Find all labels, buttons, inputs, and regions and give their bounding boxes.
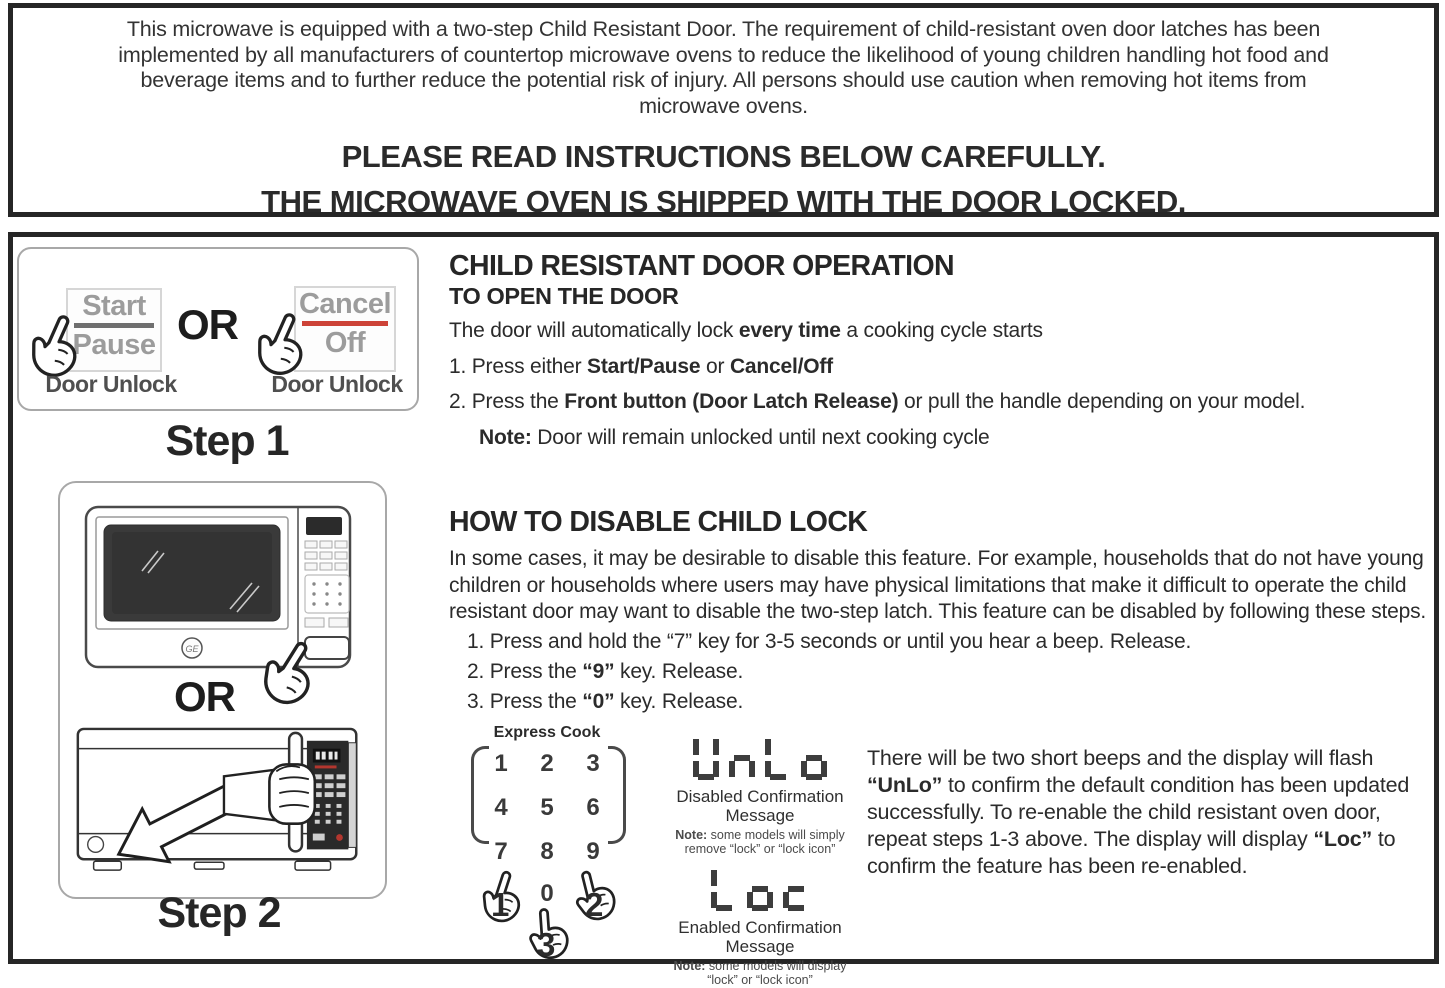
door-unlock-caption-left: Door Unlock	[45, 371, 177, 397]
key-6: 6	[586, 793, 600, 821]
step1-panel	[17, 247, 419, 411]
key-7: 7	[494, 837, 508, 865]
off-label: Off	[324, 327, 366, 359]
step2-panel	[58, 481, 387, 899]
door-operation-note: Note: Door will remain unlocked until next cooking cycle	[479, 425, 990, 449]
enabled-note: Note: some models will display “lock” or “lock icon”	[673, 958, 847, 987]
disabled-note: Note: some models will simply remove “lock” or “lock icon”	[675, 827, 845, 856]
instructions-box	[8, 232, 1439, 987]
unlo-display	[667, 736, 853, 780]
notice-line: microwave ovens.	[639, 93, 808, 118]
notice-line: implemented by all manufacturers of countertop microwave ovens to reduce the likelihood of young children handling hot food and	[118, 42, 1329, 67]
key-5: 5	[540, 793, 554, 821]
disabled-caption: Disabled Confirmation Message	[676, 786, 844, 825]
key-9: 9	[586, 837, 600, 865]
notice-paragraph	[13, 17, 1434, 119]
key-3: 3	[586, 749, 600, 777]
microwave-handle-illustration	[74, 723, 368, 879]
disable-child-lock-title: HOW TO DISABLE CHILD LOCK	[449, 506, 868, 538]
pause-label: Pause	[72, 329, 156, 361]
door-unlock-caption-right: Door Unlock	[271, 371, 403, 397]
key-2: 2	[540, 749, 554, 777]
express-cook-label: Express Cook	[493, 723, 601, 741]
key-4: 4	[494, 793, 508, 821]
door-operation-item-1: 1. Press either Start/Pause or Cancel/Off	[449, 354, 833, 378]
bottom-row	[449, 724, 1441, 988]
disable-steps	[449, 628, 1441, 716]
confirmation-displays	[667, 724, 853, 988]
door-operation-intro: The door will automatically lock every time a cooking cycle starts	[449, 319, 1043, 342]
right-column	[449, 237, 1441, 988]
notice-line: beverage items and to further reduce the potential risk of injury. All persons should use caution when removing hot items from	[140, 68, 1307, 92]
ge-logo	[88, 837, 104, 853]
key-8: 8	[540, 837, 554, 865]
enabled-caption: Enabled Confirmation Message	[678, 917, 842, 956]
ge-logo-text: GE	[185, 644, 199, 654]
disable-intro: In some cases, it may be desirable to disable this feature. For example, households that do not have young children or households where users may have physical limitations that make it difficult to operate the child resistant door may want to disable the two-step latch. This feature can be disabled by following these steps.	[449, 547, 1427, 623]
door-operation-item-2: 2. Press the Front button (Door Latch Release) or pull the handle depending on your model.	[449, 390, 1306, 413]
result-paragraph: There will be two short beeps and the display will flash “UnLo” to confirm the default condition has been updated successfully. To re-enable the child resistant oven door, repeat steps 1-3 above. The display will display “Loc” to confirm the feature has been re-enabled.	[867, 746, 1410, 878]
warning-line-2: THE MICROWAVE OVEN IS SHIPPED WITH THE DOOR LOCKED.	[261, 184, 1186, 219]
press-order-3: 3	[537, 925, 556, 963]
warning-line-1: PLEASE READ INSTRUCTIONS BELOW CAREFULLY.	[341, 139, 1106, 174]
key-1: 1	[494, 749, 508, 777]
press-order-1: 1	[491, 885, 510, 923]
disable-step-1: 1. Press and hold the “7” key for 3-5 seconds or until you hear a beep. Release.	[467, 629, 1192, 653]
open-door-subtitle: TO OPEN THE DOOR	[449, 283, 679, 309]
step2-caption: Step 2	[157, 889, 281, 937]
notice-line: This microwave is equipped with a two-step Child Resistant Door. The requirement of child-resistant oven door latches has been	[126, 17, 1321, 41]
loc-display	[667, 867, 853, 911]
press-order-2: 2	[585, 885, 604, 923]
or-label-step1: OR	[177, 301, 238, 348]
or-label-step2: OR	[174, 673, 235, 720]
start-label: Start	[82, 290, 146, 322]
express-cook-keypad	[475, 724, 633, 964]
key-0: 0	[540, 879, 554, 907]
cancel-label: Cancel	[298, 288, 392, 320]
step1-caption: Step 1	[165, 417, 289, 465]
disable-step-3: 3. Press the “0” key. Release.	[467, 689, 744, 713]
disable-step-2: 2. Press the “9” key. Release.	[467, 659, 744, 683]
door-operation-title: CHILD RESISTANT DOOR OPERATION	[449, 250, 955, 282]
top-notice-box	[8, 3, 1439, 217]
